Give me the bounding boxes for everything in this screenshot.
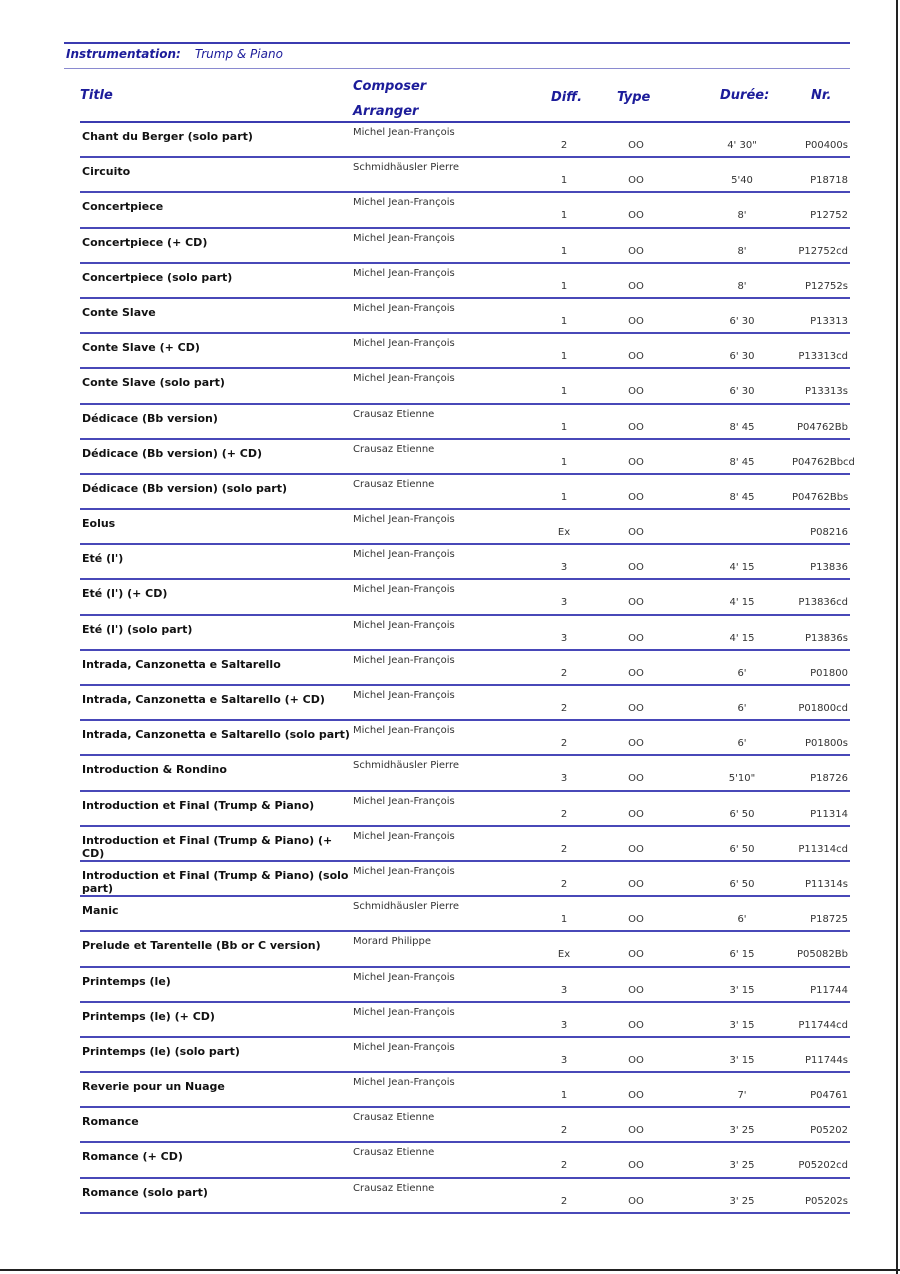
row-type: OO	[628, 949, 644, 961]
table-row	[80, 369, 850, 404]
row-type: OO	[628, 1125, 644, 1137]
table-row	[80, 616, 850, 651]
row-composer: Michel Jean-François	[353, 232, 455, 244]
table-row	[80, 1038, 850, 1073]
table-row	[80, 405, 850, 440]
col-header-diff: Diff.	[551, 90, 583, 105]
row-number: P04762Bbcd	[792, 456, 855, 468]
row-number: P18725	[810, 914, 848, 926]
row-difficulty: 3	[560, 984, 568, 996]
instrumentation-line	[66, 47, 850, 67]
table-row	[80, 334, 850, 369]
row-type: OO	[628, 1054, 644, 1066]
row-duration: 8' 45	[729, 456, 755, 468]
row-duration: 8'	[737, 210, 747, 222]
col-header-composer: Composer	[353, 79, 427, 94]
row-difficulty: 2	[560, 843, 568, 855]
row-composer: Crausaz Etienne	[353, 1112, 435, 1124]
row-type: OO	[628, 1195, 644, 1207]
row-duration: 6' 50	[729, 808, 755, 820]
row-number: P05202s	[804, 1195, 848, 1207]
row-number: P18726	[810, 773, 848, 785]
row-number: P04762Bbs	[792, 491, 849, 503]
row-title: Conte Slave (solo part)	[82, 376, 225, 390]
col-header-type: Type	[617, 90, 651, 105]
row-duration: 3' 25	[729, 1160, 755, 1172]
row-composer: Michel Jean-François	[353, 197, 455, 209]
row-difficulty: 3	[560, 1019, 568, 1031]
row-difficulty: 2	[560, 1195, 568, 1207]
row-composer: Michel Jean-François	[353, 1077, 455, 1089]
table-row	[80, 475, 850, 510]
row-difficulty: Ex	[557, 527, 571, 539]
row-composer: Schmidhäusler Pierre	[353, 901, 460, 913]
row-difficulty: 1	[560, 210, 568, 222]
row-difficulty: 3	[560, 597, 568, 609]
row-composer: Michel Jean-François	[353, 725, 455, 737]
row-title: Romance (+ CD)	[82, 1150, 183, 1164]
row-title: Reverie pour un Nuage	[82, 1080, 225, 1094]
row-difficulty: 3	[560, 1054, 568, 1066]
row-difficulty: 1	[560, 421, 568, 433]
row-composer: Crausaz Etienne	[353, 408, 435, 420]
row-composer: Michel Jean-François	[353, 690, 455, 701]
catalog-table	[80, 123, 855, 1214]
row-type: OO	[628, 245, 644, 257]
row-difficulty: 1	[560, 914, 568, 926]
row-title: Eté (l')	[82, 552, 124, 566]
row-composer: Michel Jean-François	[353, 338, 455, 350]
row-type: OO	[628, 351, 644, 363]
table-row	[80, 580, 850, 615]
table-row	[80, 545, 850, 580]
row-title: Eté (l') (+ CD)	[82, 587, 168, 601]
instrumentation-value: Trump & Piano	[194, 47, 283, 61]
row-duration: 5'40	[731, 175, 753, 187]
row-title: Intrada, Canzonetta e Saltarello (+ CD)	[82, 693, 325, 706]
row-number: P13313	[810, 315, 848, 327]
row-duration: 5'10"	[728, 773, 756, 785]
row-difficulty: 1	[560, 491, 568, 503]
row-number: P13313s	[804, 386, 848, 398]
row-duration: 6'	[737, 703, 747, 714]
row-composer: Michel Jean-François	[353, 373, 455, 385]
row-duration: 4' 15	[729, 632, 755, 644]
row-difficulty: 1	[560, 386, 568, 398]
table-row	[80, 1073, 850, 1108]
row-difficulty: 3	[560, 773, 568, 785]
row-title: Circuito	[82, 165, 131, 179]
row-type: OO	[628, 140, 644, 151]
page-edge-bottom	[0, 1269, 900, 1271]
row-duration: 8' 45	[729, 421, 755, 433]
row-title: Conte Slave	[82, 305, 156, 319]
row-duration: 6' 30	[729, 386, 755, 398]
row-number: P13836cd	[798, 597, 848, 609]
row-number: P01800s	[804, 738, 848, 750]
row-number: P11314cd	[798, 843, 848, 855]
row-title: Prelude et Tarentelle (Bb or C version)	[82, 939, 321, 953]
row-title: Concertpiece (solo part)	[82, 270, 233, 284]
row-type: OO	[628, 597, 644, 609]
row-number: P05202cd	[798, 1160, 848, 1172]
row-composer: Schmidhäusler Pierre	[353, 162, 460, 174]
row-composer: Michel Jean-François	[353, 1006, 455, 1018]
row-difficulty: 1	[560, 175, 568, 187]
row-duration: 3' 15	[729, 1019, 755, 1031]
row-title: Intrada, Canzonetta e Saltarello (solo part)	[82, 728, 350, 742]
row-difficulty: 1	[560, 456, 568, 468]
row-duration: 7'	[737, 1090, 747, 1102]
row-type: OO	[628, 527, 644, 539]
table-row	[80, 1108, 850, 1143]
row-duration: 6' 50	[729, 878, 755, 890]
row-difficulty: 3	[560, 562, 568, 574]
top-rule	[64, 42, 850, 44]
row-duration: 8' 45	[729, 491, 755, 503]
row-duration: 3' 25	[729, 1125, 755, 1137]
row-type: OO	[628, 703, 644, 714]
row-difficulty: 1	[560, 351, 568, 363]
row-difficulty: Ex	[557, 949, 571, 961]
row-type: OO	[628, 562, 644, 574]
row-number: P04761	[810, 1090, 848, 1102]
row-composer: Crausaz Etienne	[353, 1182, 435, 1194]
row-type: OO	[628, 773, 644, 785]
row-title: Introduction et Final (Trump & Piano) (solo part)	[82, 868, 349, 895]
row-title: Manic	[82, 904, 119, 918]
row-composer: Schmidhäusler Pierre	[353, 760, 460, 772]
table-row	[80, 862, 850, 897]
row-type: OO	[628, 843, 644, 855]
row-title: Romance	[82, 1115, 139, 1129]
row-duration: 3' 25	[729, 1195, 755, 1207]
row-composer: Michel Jean-François	[353, 654, 455, 666]
col-header-nr: Nr.	[811, 88, 832, 103]
row-difficulty: 2	[560, 1125, 568, 1137]
row-type: OO	[628, 456, 644, 468]
table-row	[80, 510, 850, 545]
row-difficulty: 1	[560, 315, 568, 327]
row-title: Dédicace (Bb version) (+ CD)	[82, 446, 263, 460]
row-difficulty: 2	[560, 703, 568, 714]
table-row	[80, 897, 850, 932]
row-type: OO	[628, 1090, 644, 1102]
row-number: P01800	[810, 667, 848, 679]
row-duration: 6' 30	[729, 351, 755, 363]
page-edge-right	[896, 0, 898, 1274]
col-header-title: Title	[80, 88, 113, 103]
row-duration: 4' 30"	[727, 140, 757, 151]
row-number: P05202	[810, 1125, 848, 1137]
row-title: Introduction et Final (Trump & Piano) (+ CD)	[82, 833, 333, 860]
row-number: P12752s	[804, 280, 848, 292]
row-difficulty: 2	[560, 667, 568, 679]
row-title: Eté (l') (solo part)	[82, 622, 193, 636]
row-difficulty: 1	[560, 1090, 568, 1102]
table-row	[80, 651, 850, 686]
table-row	[80, 1143, 850, 1178]
row-number: P11744	[810, 984, 848, 996]
row-composer: Michel Jean-François	[353, 267, 455, 279]
row-number: P11314	[810, 808, 848, 820]
table-row	[80, 193, 850, 228]
row-number: P11744s	[804, 1054, 848, 1066]
row-title: Romance (solo part)	[82, 1185, 208, 1199]
row-title: Introduction & Rondino	[82, 763, 227, 777]
row-type: OO	[628, 808, 644, 820]
row-type: OO	[628, 984, 644, 996]
row-title: Printemps (le) (+ CD)	[82, 1009, 215, 1023]
col-header-composer-arranger	[353, 74, 426, 124]
row-difficulty: 3	[560, 632, 568, 644]
table-row	[80, 264, 850, 299]
table-row	[80, 1179, 850, 1214]
row-composer: Michel Jean-François	[353, 865, 455, 877]
row-duration: 6' 15	[729, 949, 755, 961]
row-composer: Michel Jean-François	[353, 795, 455, 807]
row-duration: 8'	[737, 245, 747, 257]
row-duration: 4' 15	[729, 562, 755, 574]
row-type: OO	[628, 421, 644, 433]
row-difficulty: 2	[560, 1160, 568, 1172]
row-title: Introduction et Final (Trump & Piano)	[82, 798, 315, 812]
row-duration: 6'	[737, 914, 747, 926]
col-header-arranger: Arranger	[353, 104, 419, 119]
row-number: P12752	[810, 210, 848, 222]
row-number: P04762Bb	[796, 421, 848, 433]
table-row	[80, 827, 850, 862]
table-row	[80, 440, 855, 475]
row-number: P13836	[810, 562, 848, 574]
row-number: P18718	[810, 175, 848, 187]
row-composer: Michel Jean-François	[353, 1041, 455, 1053]
row-difficulty: 1	[560, 245, 568, 257]
row-title: Eolus	[82, 517, 116, 531]
row-duration: 6' 30	[729, 315, 755, 327]
row-difficulty: 1	[560, 280, 568, 292]
row-type: OO	[628, 738, 644, 750]
row-type: OO	[628, 1160, 644, 1172]
row-difficulty: 2	[560, 878, 568, 890]
row-type: OO	[628, 878, 644, 890]
table-row	[80, 158, 850, 193]
row-number: P11314s	[804, 878, 848, 890]
row-number: P12752cd	[798, 245, 848, 257]
instrumentation-rule	[64, 68, 850, 69]
row-duration: 8'	[737, 280, 747, 292]
row-duration: 6'	[737, 667, 747, 679]
col-header-duree: Durée:	[720, 88, 770, 103]
row-composer: Michel Jean-François	[353, 619, 455, 631]
row-duration: 3' 15	[729, 984, 755, 996]
row-type: OO	[628, 386, 644, 398]
row-number: P00400s	[804, 140, 848, 151]
row-title: Concertpiece	[82, 200, 164, 214]
table-row	[80, 756, 850, 791]
row-composer: Michel Jean-François	[353, 127, 455, 138]
row-composer: Michel Jean-François	[353, 549, 455, 561]
row-title: Concertpiece (+ CD)	[82, 235, 208, 249]
row-duration: 6'	[737, 738, 747, 750]
table-row	[80, 299, 850, 334]
row-number: P01800cd	[798, 703, 848, 714]
row-title: Dédicace (Bb version) (solo part)	[82, 481, 288, 495]
row-composer: Michel Jean-François	[353, 971, 455, 983]
table-row	[80, 686, 850, 721]
row-composer: Morard Philippe	[353, 936, 431, 948]
row-composer: Michel Jean-François	[353, 514, 455, 526]
row-type: OO	[628, 315, 644, 327]
instrumentation-label: Instrumentation:	[66, 47, 181, 61]
table-row	[80, 792, 850, 827]
row-type: OO	[628, 667, 644, 679]
row-title: Conte Slave (+ CD)	[82, 341, 200, 355]
row-composer: Crausaz Etienne	[353, 443, 435, 455]
row-number: P13836s	[804, 632, 848, 644]
table-row	[80, 721, 850, 756]
table-row	[80, 229, 850, 264]
row-type: OO	[628, 280, 644, 292]
row-duration: 4' 15	[729, 597, 755, 609]
row-difficulty: 2	[560, 808, 568, 820]
row-composer: Crausaz Etienne	[353, 1147, 435, 1159]
row-composer: Crausaz Etienne	[353, 478, 435, 490]
table-row	[80, 968, 850, 1003]
row-composer: Michel Jean-François	[353, 830, 455, 842]
row-title: Printemps (le) (solo part)	[82, 1044, 240, 1058]
row-number: P13313cd	[798, 351, 848, 363]
row-type: OO	[628, 175, 644, 187]
row-type: OO	[628, 914, 644, 926]
row-number: P08216	[810, 527, 848, 539]
row-composer: Michel Jean-François	[353, 302, 455, 314]
row-title: Intrada, Canzonetta e Saltarello	[82, 657, 281, 671]
row-number: P11744cd	[798, 1019, 848, 1031]
row-difficulty: 2	[560, 738, 568, 750]
row-number: P05082Bb	[796, 949, 848, 961]
row-duration: 6' 50	[729, 843, 755, 855]
row-difficulty: 2	[560, 140, 568, 151]
row-duration: 3' 15	[729, 1054, 755, 1066]
row-title: Dédicace (Bb version)	[82, 411, 218, 425]
row-type: OO	[628, 210, 644, 222]
row-type: OO	[628, 491, 644, 503]
row-type: OO	[628, 1019, 644, 1031]
table-row	[80, 123, 850, 158]
row-type: OO	[628, 632, 644, 644]
table-row	[80, 932, 850, 967]
row-title: Printemps (le)	[82, 974, 171, 988]
table-row	[80, 1003, 850, 1038]
row-composer: Michel Jean-François	[353, 584, 455, 596]
row-title: Chant du Berger (solo part)	[82, 130, 253, 143]
